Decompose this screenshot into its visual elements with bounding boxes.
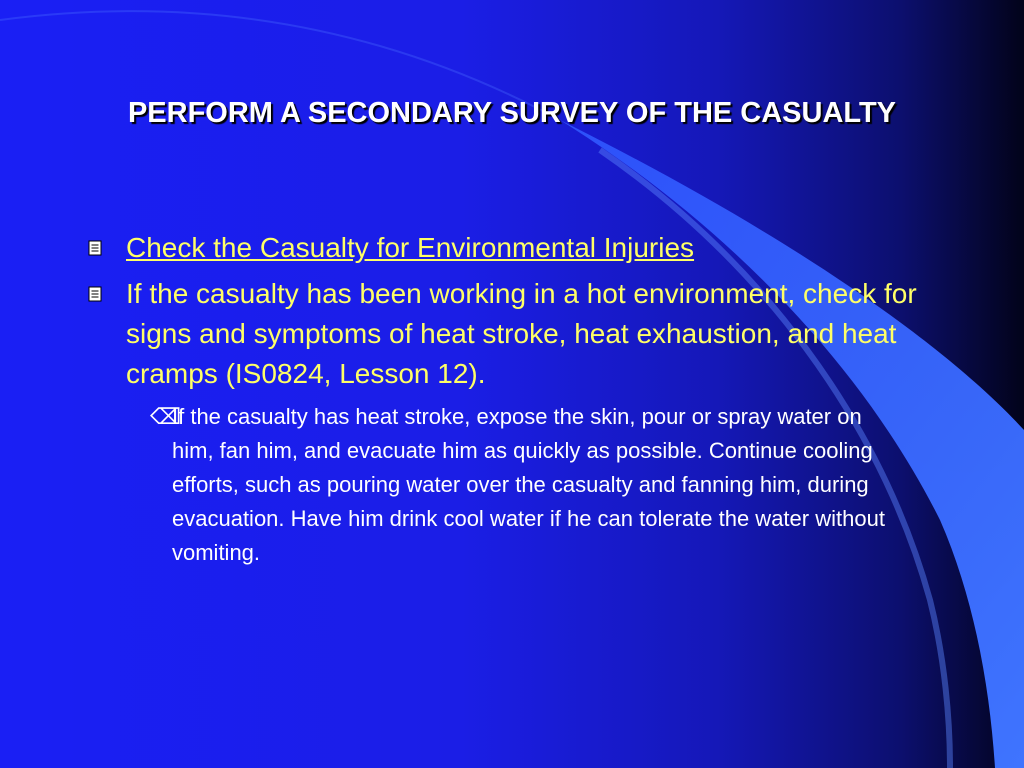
sub-bullet-marker-icon: ⌫: [150, 404, 182, 429]
notepad-bullet-icon: [88, 240, 102, 256]
slide-title: PERFORM A SECONDARY SURVEY OF THE CASUALTY: [127, 97, 897, 129]
sub-bullet-text: If the casualty has heat stroke, expose the skin, pour or spray water on him, fan him, and evacuate him as quickly as possible. Continue cooling efforts, such as pouring water over the casualty and fanning him, during evacuation. Have him drink cool water if he can tolerate the water without vomiting.: [172, 404, 885, 565]
bullet-item-hot-environment: [88, 274, 928, 394]
bullet-text: If the casualty has been working in a hot environment, check for signs and symptoms of heat stroke, heat exhaustion, and heat cramps (IS0824, Lesson 12).: [126, 278, 917, 389]
notepad-bullet-icon: [88, 286, 102, 302]
bullet-item-check-casualty: [88, 228, 928, 268]
bullet-list: [88, 228, 928, 570]
sub-bullet-item-heat-stroke: [142, 400, 892, 570]
bullet-text: Check the Casualty for Environmental Injuries: [126, 232, 695, 263]
